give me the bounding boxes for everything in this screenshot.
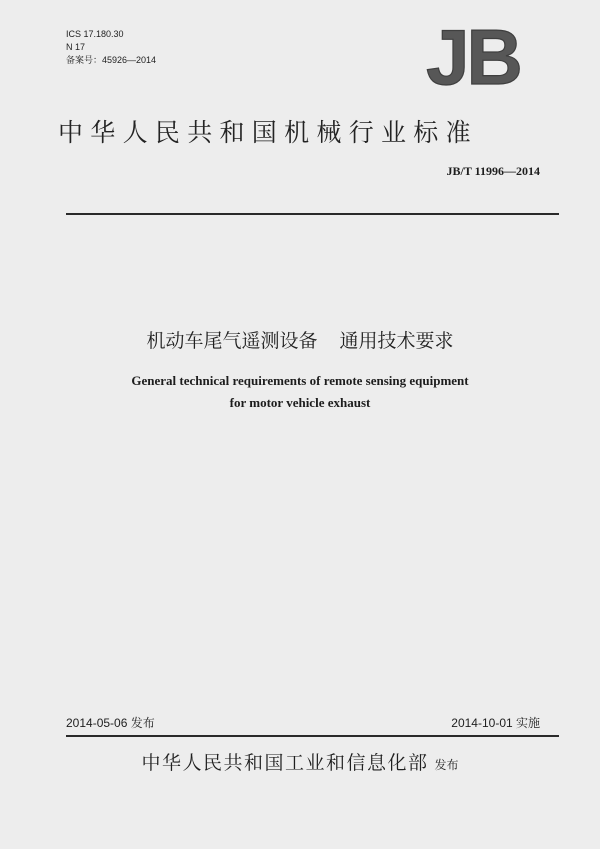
document-title-cn <box>0 326 600 353</box>
title-cn-part1: 机动车尾气遥测设备 <box>146 330 318 352</box>
bottom-divider <box>66 735 559 737</box>
standard-number: JB/T 11996—2014 <box>446 164 540 178</box>
document-title-en-line2: for motor vehicle exhaust <box>229 395 371 410</box>
svg-text:JB: JB <box>426 22 520 92</box>
title-cn-part2: 通用技术要求 <box>339 330 454 352</box>
top-divider <box>66 213 559 215</box>
record-number: 备案号：45926—2014 <box>66 55 157 65</box>
issue-date: 2014-05-06 发布 <box>66 716 155 730</box>
document-title-en-line1: General technical requirements of remote sensing equipment <box>131 373 469 388</box>
issuer-line <box>0 748 600 775</box>
standard-category-title: 中华人民共和国机械行业标准 <box>58 118 478 147</box>
jb-logo <box>418 22 528 92</box>
implementation-date: 2014-10-01 实施 <box>451 716 540 730</box>
issuer-suffix: 发布 <box>434 758 459 772</box>
ics-code: ICS 17.180.30 <box>66 29 124 39</box>
n-code: N 17 <box>66 42 86 52</box>
issuer-name: 中华人民共和国工业和信息化部 <box>141 752 429 774</box>
